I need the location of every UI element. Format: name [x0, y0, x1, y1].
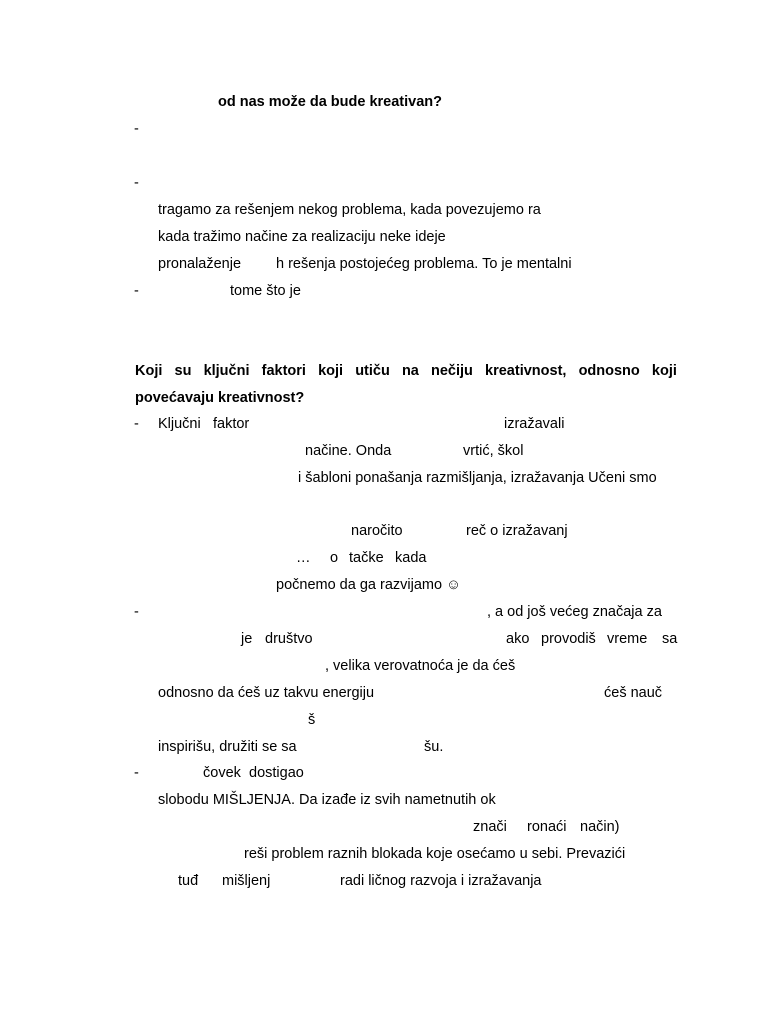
paragraph-fragment: društvo: [265, 631, 313, 647]
heading-word: koji: [318, 363, 344, 379]
paragraph-fragment: načine. Onda: [305, 443, 392, 459]
heading-word: na: [401, 363, 419, 379]
paragraph-fragment: i šabloni ponašanja razmišljanja, izražavanja Učeni smo: [298, 470, 657, 486]
paragraph-fragment: sa: [662, 631, 678, 647]
bullet-dash: -: [134, 416, 139, 432]
paragraph-fragment: naročito: [351, 523, 403, 539]
heading-word: kreativnost,: [485, 363, 567, 379]
section-heading: [135, 362, 677, 380]
bullet-dash: -: [134, 283, 139, 299]
paragraph-fragment: tačke: [349, 550, 384, 566]
paragraph-fragment: , a od još većeg značaja za: [487, 604, 662, 620]
paragraph-fragment: mišljenj: [222, 873, 271, 889]
heading-word: faktori: [261, 363, 306, 379]
paragraph-fragment: tuđ: [178, 873, 199, 889]
paragraph-fragment: reši problem raznih blokada koje osećamo u sebi. Prevazići: [244, 846, 626, 862]
heading-word: nečiju: [431, 363, 473, 379]
heading-word: Koji: [135, 363, 163, 379]
paragraph-fragment: počnemo da ga razvijamo ☺: [276, 577, 461, 593]
heading-word: koji: [651, 363, 677, 379]
paragraph-fragment: je: [241, 631, 253, 647]
ellipsis: …: [296, 550, 311, 566]
section-heading-line2: povećavaju kreativnost?: [135, 390, 305, 406]
paragraph-fragment: ako: [506, 631, 530, 647]
paragraph-fragment: inspirišu, družiti se sa: [158, 739, 297, 755]
paragraph-fragment: tome što je: [230, 283, 301, 299]
paragraph-fragment: ćeš nauč: [604, 685, 663, 701]
paragraph-fragment: odnosno da ćeš uz takvu energiju: [158, 685, 375, 701]
question-text: od nas može da bude kreativan?: [218, 94, 442, 110]
paragraph-line: tragamo za rešenjem nekog problema, kada povezujemo ra: [158, 202, 541, 218]
heading-word: odnosno: [578, 363, 640, 379]
paragraph-fragment: čovek: [203, 765, 241, 781]
bullet-dash: -: [134, 121, 139, 137]
heading-word: su: [174, 363, 192, 379]
heading-word: utiču: [355, 363, 390, 379]
paragraph-fragment: znači: [473, 819, 507, 835]
bullet-dash: -: [134, 175, 139, 191]
paragraph-fragment: h rešenja postojećeg problema. To je mentalni: [276, 256, 572, 272]
paragraph-fragment: vreme: [607, 631, 648, 647]
bullet-dash: -: [134, 604, 139, 620]
paragraph-fragment: faktor: [213, 416, 250, 432]
paragraph-fragment: pronalaženje: [158, 256, 242, 272]
paragraph-fragment: reč o izražavanj: [466, 523, 568, 539]
paragraph-fragment: izražavali: [504, 416, 565, 432]
paragraph-fragment: Ključni: [158, 416, 201, 432]
paragraph-fragment: provodiš: [541, 631, 596, 647]
paragraph-fragment: način): [580, 819, 620, 835]
bullet-dash: -: [134, 765, 139, 781]
paragraph-fragment: ronaći: [527, 819, 567, 835]
paragraph-line: kada tražimo načine za realizaciju neke ideje: [158, 229, 446, 245]
heading-word: ključni: [203, 363, 250, 379]
paragraph-fragment: šu.: [424, 739, 444, 755]
paragraph-fragment: kada: [395, 550, 427, 566]
paragraph-fragment: slobodu MIŠLJENJA. Da izađe iz svih nametnutih ok: [158, 792, 496, 808]
paragraph-fragment: , velika verovatnoća je da ćeš: [325, 658, 516, 674]
paragraph-fragment: dostigao: [249, 765, 304, 781]
paragraph-fragment: š: [308, 712, 316, 728]
paragraph-fragment: radi ličnog razvoja i izražavanja: [340, 873, 542, 889]
paragraph-fragment: o: [330, 550, 339, 566]
paragraph-fragment: vrtić, škol: [463, 443, 524, 459]
